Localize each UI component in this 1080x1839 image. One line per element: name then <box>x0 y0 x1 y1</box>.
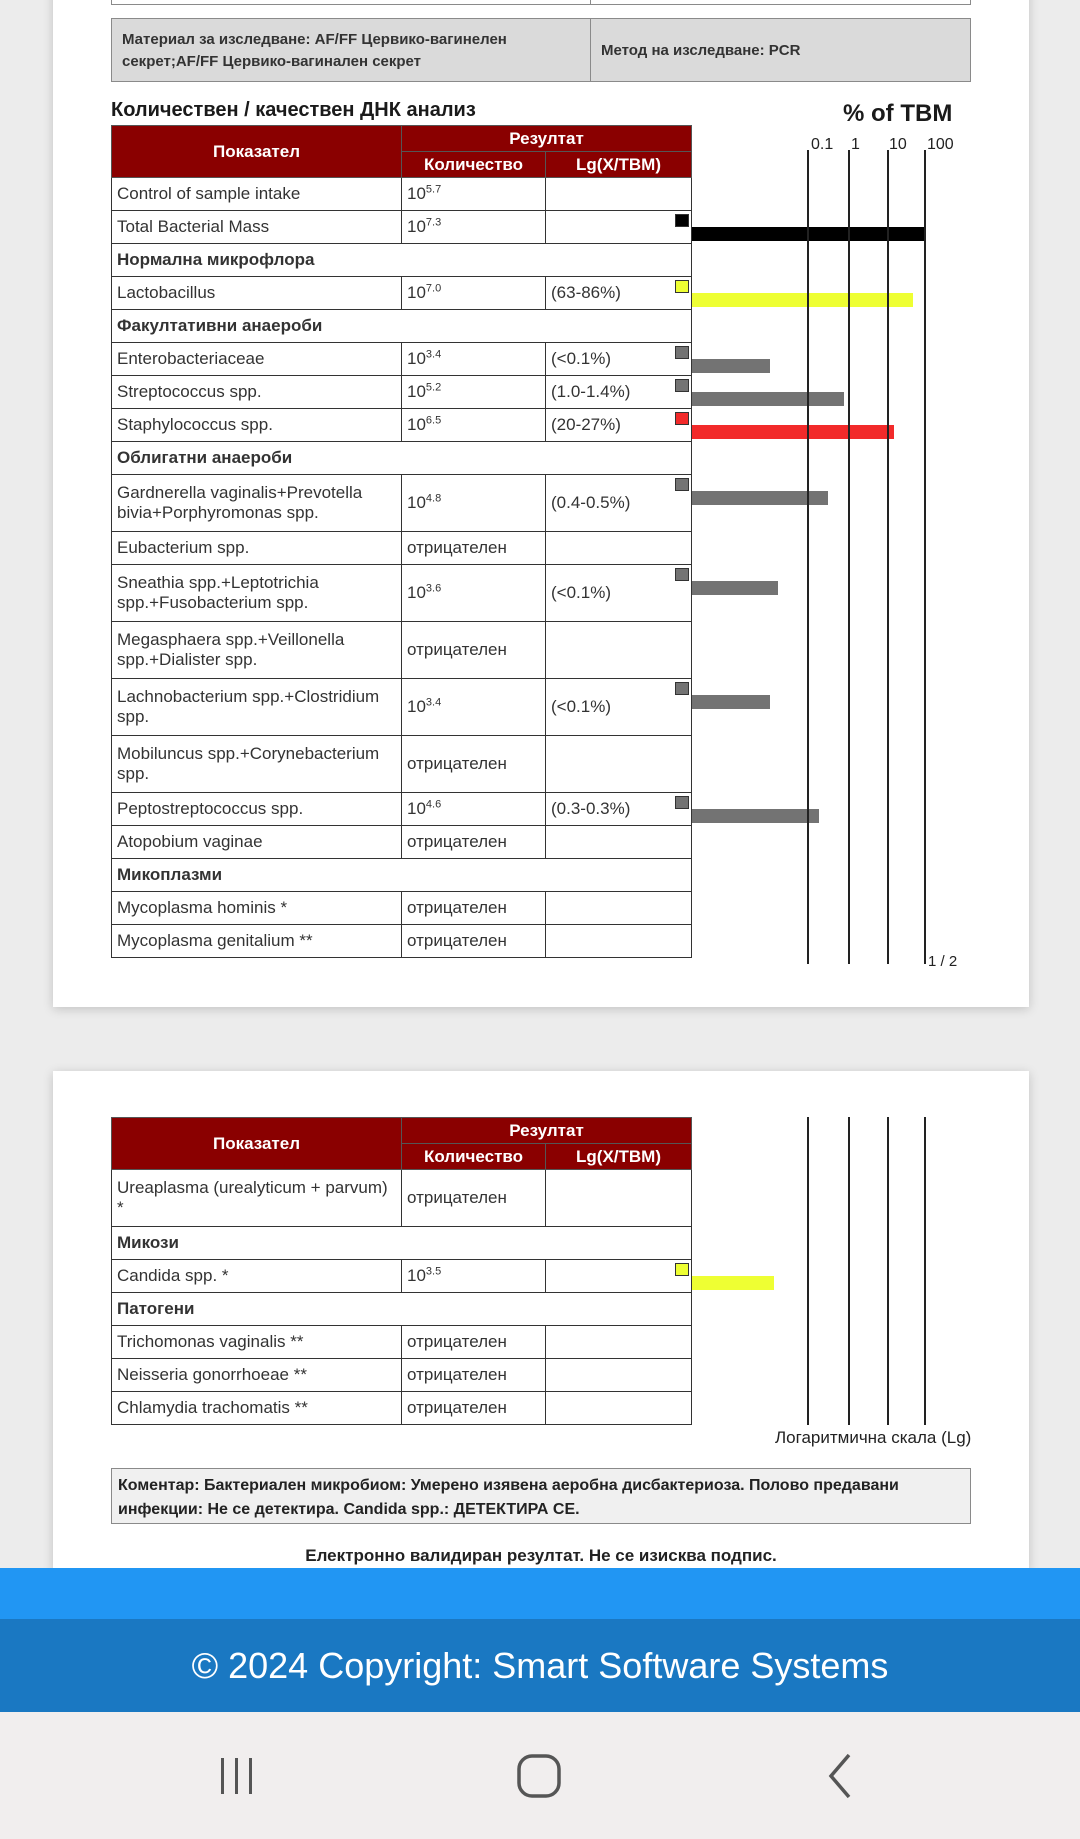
lg-range: (<0.1%) <box>551 349 611 368</box>
legend-swatch <box>675 568 689 581</box>
quantity-value: отрицателен <box>402 1170 546 1227</box>
lg-cell <box>546 475 692 532</box>
validation-note: Електронно валидиран резултат. Не се изисква подпис. <box>305 1546 777 1565</box>
home-button[interactable] <box>479 1712 599 1839</box>
group-row <box>112 859 692 892</box>
table-row <box>112 1392 692 1425</box>
header-result: Резултат <box>402 126 692 152</box>
lg-cell <box>546 211 692 244</box>
report-page-1 <box>53 0 1029 1007</box>
quantity-exponent: 4.6 <box>425 798 442 811</box>
home-icon <box>514 1751 564 1801</box>
table-row <box>112 793 692 826</box>
table-row <box>112 925 692 958</box>
table-row <box>112 565 692 622</box>
legend-swatch <box>675 280 689 293</box>
indicator-name: Sneathia spp.+Leptotrichia spp.+Fusobacterium spp. <box>112 565 402 622</box>
quantity-value: отрицателен <box>402 892 546 925</box>
tbm-bar <box>692 809 819 823</box>
legend-swatch <box>675 478 689 491</box>
lg-cell <box>546 1392 692 1425</box>
info-row <box>111 18 971 82</box>
lg-cell <box>546 679 692 736</box>
tbm-bar <box>692 425 894 439</box>
indicator-name: Megasphaera spp.+Veillonella spp.+Dialister spp. <box>112 622 402 679</box>
tick-gridline <box>807 1117 809 1425</box>
tbm-bar <box>692 359 770 373</box>
legend-swatch <box>675 1263 689 1276</box>
quantity-value <box>402 409 546 442</box>
quantity-value: отрицателен <box>402 532 546 565</box>
footer-band <box>0 1568 1080 1619</box>
tbm-bar <box>692 695 770 709</box>
group-row <box>112 442 692 475</box>
lg-cell <box>546 565 692 622</box>
quantity-exponent: 3.4 <box>425 348 442 361</box>
tick-gridline <box>807 150 809 964</box>
results-table <box>111 1117 692 1425</box>
tick-gridline <box>848 1117 850 1425</box>
back-button[interactable] <box>781 1712 901 1839</box>
table-row <box>112 409 692 442</box>
quantity-value <box>402 1260 546 1293</box>
quantity-base: 10 <box>407 697 426 716</box>
indicator-name: Peptostreptococcus spp. <box>112 793 402 826</box>
group-label: Микози <box>112 1227 692 1260</box>
quantity-base: 10 <box>407 1266 426 1285</box>
group-label: Патогени <box>112 1293 692 1326</box>
lg-range: (0.4-0.5%) <box>551 493 631 512</box>
group-row <box>112 1227 692 1260</box>
back-icon <box>821 1751 861 1801</box>
table-row <box>112 1326 692 1359</box>
indicator-name: Ureaplasma (urealyticum + parvum) * <box>112 1170 402 1227</box>
tbm-bar <box>692 392 844 406</box>
table-row <box>112 343 692 376</box>
group-label: Факултативни анаероби <box>112 310 692 343</box>
tick-label: 100 <box>927 136 954 153</box>
page-number: 1 / 2 <box>928 953 958 970</box>
lg-cell <box>546 925 692 958</box>
group-label: Нормална микрофлора <box>112 244 692 277</box>
quantity-exponent: 3.6 <box>425 582 442 595</box>
table-row <box>112 277 692 310</box>
indicator-name: Candida spp. * <box>112 1260 402 1293</box>
lg-range: (0.3-0.3%) <box>551 799 631 818</box>
indicator-name: Mycoplasma hominis * <box>112 892 402 925</box>
lg-range: (63-86%) <box>551 283 621 302</box>
quantity-exponent: 3.5 <box>425 1265 442 1278</box>
table-row <box>112 532 692 565</box>
quantity-exponent: 6.5 <box>425 414 442 427</box>
lg-cell <box>546 532 692 565</box>
table-row <box>112 1260 692 1293</box>
tick-gridline <box>924 150 926 964</box>
quantity-value <box>402 211 546 244</box>
header-lg: Lg(X/TBM) <box>546 152 692 178</box>
indicator-name: Mycoplasma genitalium ** <box>112 925 402 958</box>
table-row <box>112 178 692 211</box>
quantity-value: отрицателен <box>402 1359 546 1392</box>
lg-cell <box>546 1170 692 1227</box>
quantity-exponent: 5.2 <box>425 381 442 394</box>
table-row <box>112 826 692 859</box>
quantity-base: 10 <box>407 583 426 602</box>
legend-swatch <box>675 346 689 359</box>
group-label: Микоплазми <box>112 859 692 892</box>
header-lg: Lg(X/TBM) <box>546 1144 692 1170</box>
lg-cell <box>546 343 692 376</box>
header-indicator: Показател <box>112 126 402 178</box>
lg-range: (<0.1%) <box>551 697 611 716</box>
lg-cell <box>546 826 692 859</box>
legend-swatch <box>675 796 689 809</box>
log-scale-label: Логаритмична скала (Lg) <box>775 1428 972 1447</box>
tick-label: 1 <box>851 136 860 153</box>
legend-swatch <box>675 412 689 425</box>
quantity-value <box>402 343 546 376</box>
system-nav-bar <box>0 1712 1080 1839</box>
tbm-bar <box>692 581 778 595</box>
header-indicator: Показател <box>112 1118 402 1170</box>
quantity-value <box>402 565 546 622</box>
quantity-base: 10 <box>407 283 426 302</box>
tbm-bar <box>692 293 913 307</box>
copyright-footer <box>0 1619 1080 1712</box>
indicator-name: Atopobium vaginae <box>112 826 402 859</box>
quantity-base: 10 <box>407 382 426 401</box>
table-row <box>112 1170 692 1227</box>
comment-box: Коментар: Бактериален микробиом: Умерено изявена аеробна дисбактериоза. Полово предавани инфекции: Не се детектира. Candida spp.: ДЕТЕКТИРА СЕ. <box>111 1468 971 1524</box>
quantity-exponent: 7.3 <box>425 216 442 229</box>
lg-cell <box>546 178 692 211</box>
lg-range: (<0.1%) <box>551 583 611 602</box>
lg-cell <box>546 409 692 442</box>
quantity-value <box>402 277 546 310</box>
lg-cell <box>546 277 692 310</box>
table-row <box>112 475 692 532</box>
quantity-value <box>402 376 546 409</box>
lg-cell <box>546 793 692 826</box>
header-quantity: Количество <box>402 1144 546 1170</box>
tick-gridline <box>848 150 850 964</box>
quantity-base: 10 <box>407 349 426 368</box>
quantity-value: отрицателен <box>402 1326 546 1359</box>
tbm-bar <box>692 1276 774 1290</box>
section-title: Количествен / качествен ДНК анализ <box>111 99 476 121</box>
tick-gridline <box>887 150 889 964</box>
indicator-name: Streptococcus spp. <box>112 376 402 409</box>
group-row <box>112 1293 692 1326</box>
lg-cell <box>546 622 692 679</box>
quantity-value: отрицателен <box>402 1392 546 1425</box>
indicator-name: Staphylococcus spp. <box>112 409 402 442</box>
recent-apps-button[interactable] <box>177 1712 297 1839</box>
indicator-name: Enterobacteriaceae <box>112 343 402 376</box>
quantity-base: 10 <box>407 217 426 236</box>
quantity-exponent: 3.4 <box>425 696 442 709</box>
quantity-base: 10 <box>407 493 426 512</box>
lg-cell <box>546 376 692 409</box>
indicator-name: Chlamydia trachomatis ** <box>112 1392 402 1425</box>
indicator-name: Trichomonas vaginalis ** <box>112 1326 402 1359</box>
tick-gridline <box>924 1117 926 1425</box>
legend-swatch <box>675 682 689 695</box>
results-table <box>111 125 692 958</box>
table-row <box>112 376 692 409</box>
quantity-base: 10 <box>407 415 426 434</box>
indicator-name: Total Bacterial Mass <box>112 211 402 244</box>
tick-label: 0.1 <box>811 136 834 153</box>
tick-label: 10 <box>889 136 907 153</box>
quantity-exponent: 5.7 <box>425 183 442 196</box>
lg-cell <box>546 1359 692 1392</box>
lg-cell <box>546 736 692 793</box>
table-row <box>112 736 692 793</box>
quantity-value: отрицателен <box>402 736 546 793</box>
tbm-title: % of TBM <box>843 100 953 127</box>
legend-swatch <box>675 214 689 227</box>
header-result: Резултат <box>402 1118 692 1144</box>
sample-material: Материал за изследване: AF/FF Цервико-вагинелен секрет;AF/FF Цервико-вагинален секрет <box>112 19 591 81</box>
quantity-base: 10 <box>407 184 426 203</box>
quantity-base: 10 <box>407 799 426 818</box>
indicator-name: Gardnerella vaginalis+Prevotella bivia+Porphyromonas spp. <box>112 475 402 532</box>
quantity-exponent: 4.8 <box>425 492 442 505</box>
indicator-name: Lactobacillus <box>112 277 402 310</box>
analysis-method: Метод на изследване: PCR <box>601 41 801 59</box>
quantity-value <box>402 475 546 532</box>
group-row <box>112 244 692 277</box>
lg-range: (20-27%) <box>551 415 621 434</box>
quantity-exponent: 7.0 <box>425 282 442 295</box>
quantity-value: отрицателен <box>402 826 546 859</box>
lg-cell <box>546 1326 692 1359</box>
recent-apps-icon <box>215 1754 259 1798</box>
info-row-top <box>111 0 971 5</box>
quantity-value <box>402 793 546 826</box>
lg-cell <box>546 892 692 925</box>
indicator-name: Eubacterium spp. <box>112 532 402 565</box>
quantity-value: отрицателен <box>402 925 546 958</box>
quantity-value: отрицателен <box>402 622 546 679</box>
table-row <box>112 679 692 736</box>
lg-cell <box>546 1260 692 1293</box>
group-row <box>112 310 692 343</box>
report-page-2 <box>53 1071 1029 1571</box>
indicator-name: Neisseria gonorrhoeae ** <box>112 1359 402 1392</box>
indicator-name: Lachnobacterium spp.+Clostridium spp. <box>112 679 402 736</box>
table-row <box>112 211 692 244</box>
legend-swatch <box>675 379 689 392</box>
table-row <box>112 892 692 925</box>
quantity-value <box>402 679 546 736</box>
tick-gridline <box>887 1117 889 1425</box>
header-quantity: Количество <box>402 152 546 178</box>
lg-range: (1.0-1.4%) <box>551 382 631 401</box>
group-label: Облигатни анаероби <box>112 442 692 475</box>
table-row <box>112 1359 692 1392</box>
indicator-name: Mobiluncus spp.+Corynebacterium spp. <box>112 736 402 793</box>
quantity-value <box>402 178 546 211</box>
copyright-text: © 2024 Copyright: Smart Software Systems <box>191 1644 889 1686</box>
indicator-name: Control of sample intake <box>112 178 402 211</box>
table-row <box>112 622 692 679</box>
